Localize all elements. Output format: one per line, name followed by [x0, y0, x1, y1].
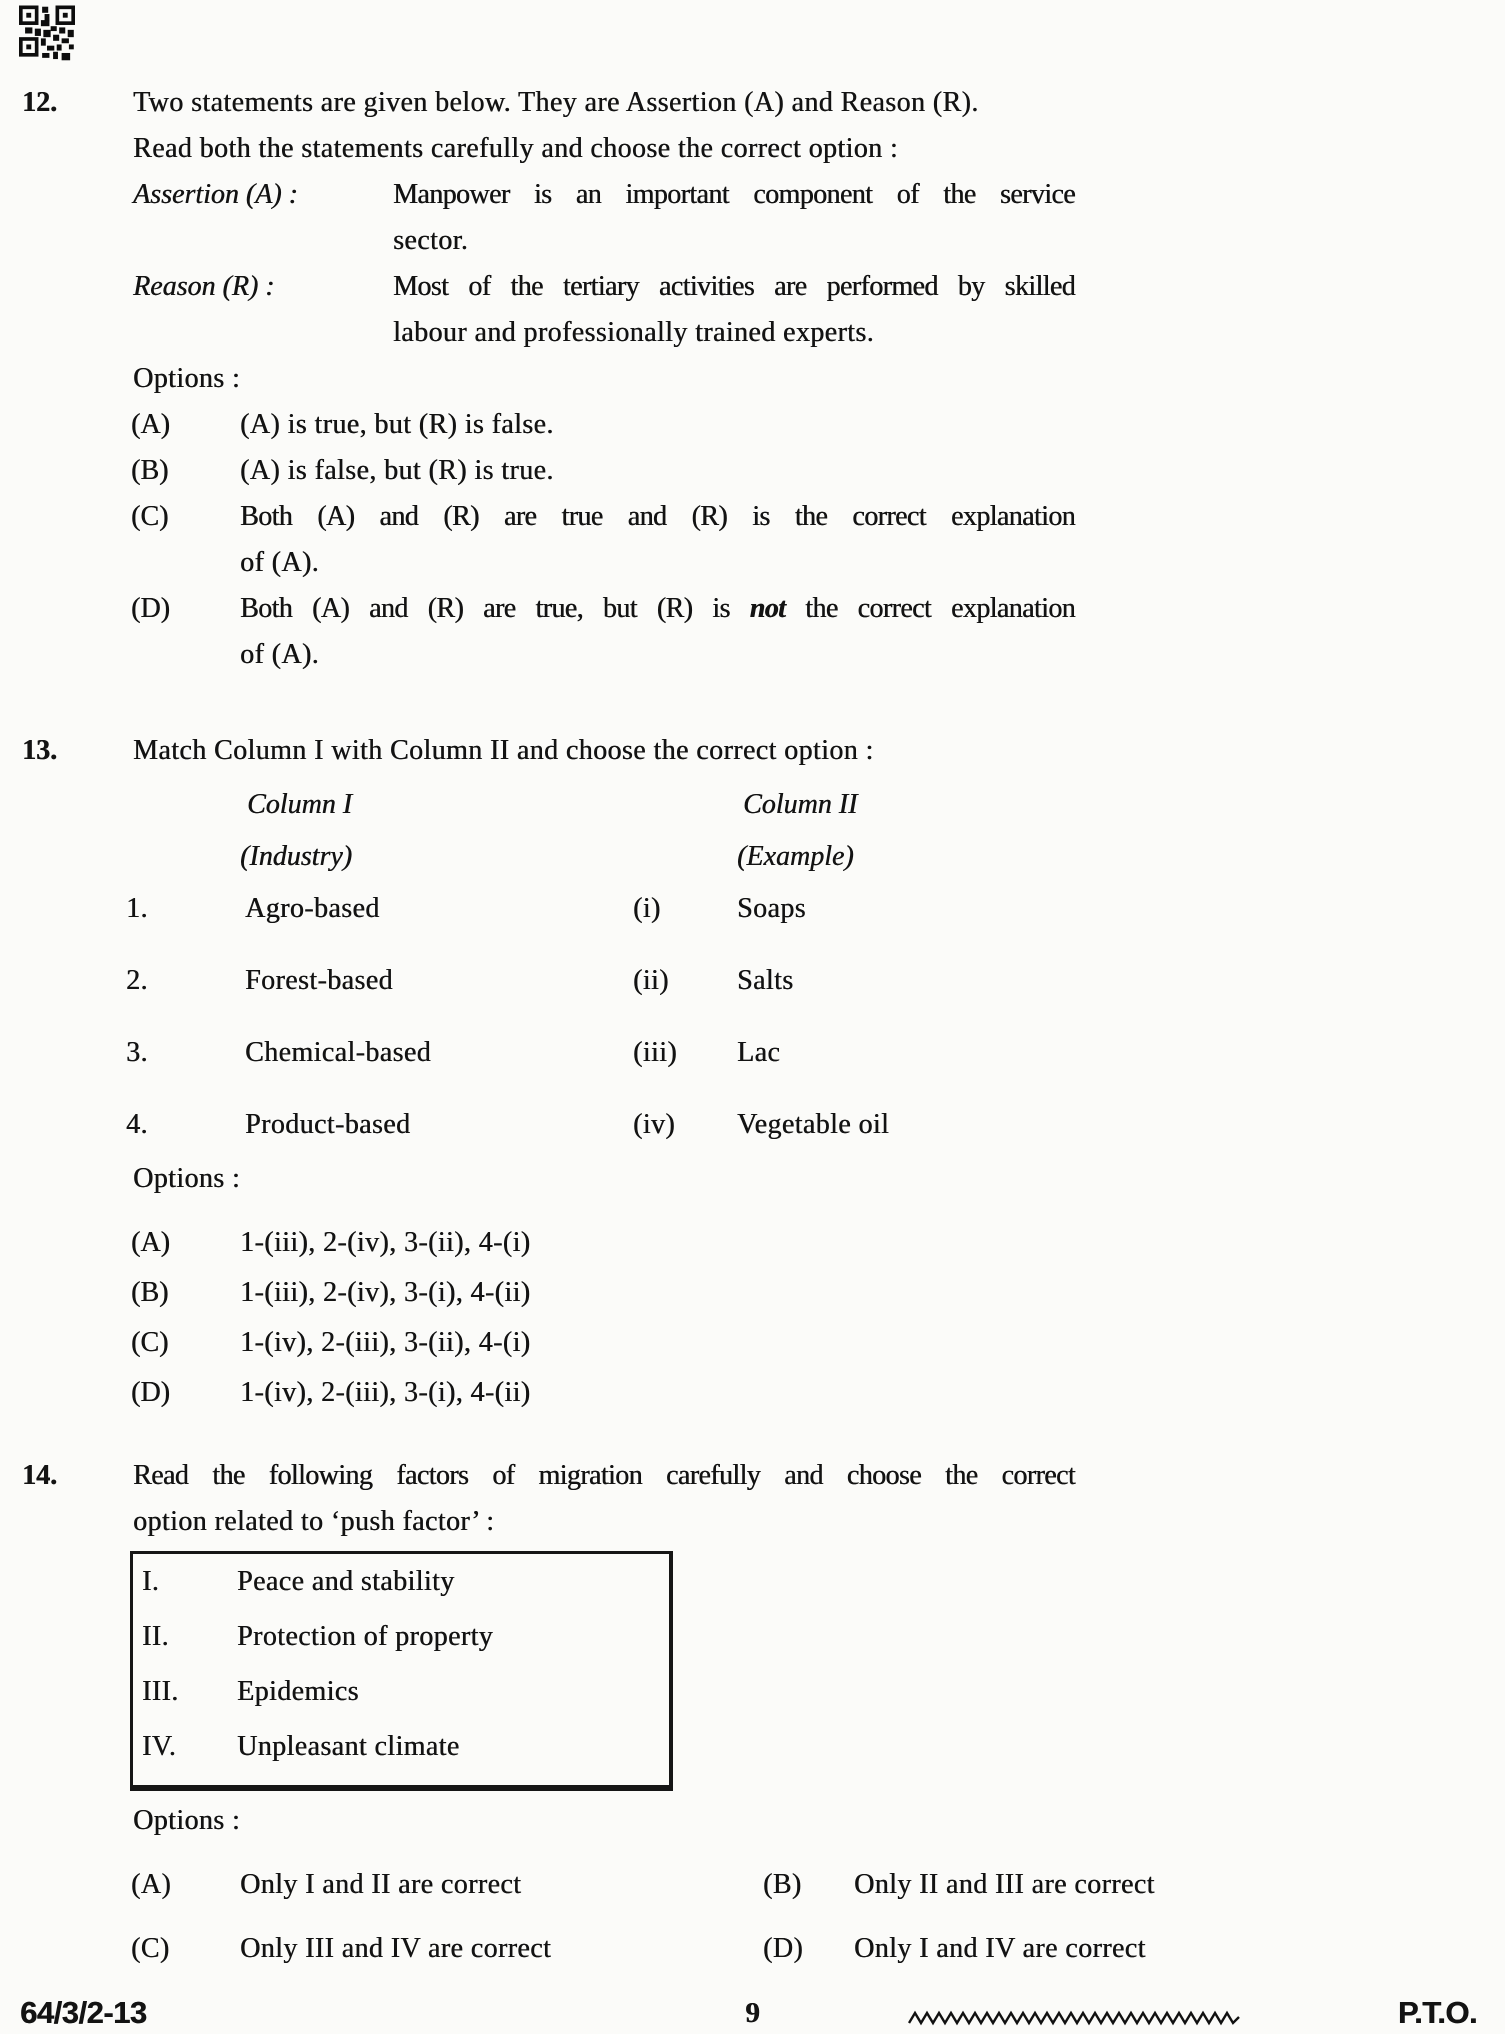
q12-options-label: Options : — [133, 363, 241, 394]
question-12 — [22, 80, 1075, 678]
page-footer — [0, 1995, 1505, 2034]
column-2-subheader: (Example) — [737, 841, 854, 872]
q12-option-d — [133, 586, 1075, 678]
question-13 — [22, 728, 1075, 1416]
question-12-number: 12. — [22, 87, 57, 118]
migration-factors-box — [130, 1551, 673, 1791]
q12-option-a — [133, 402, 1075, 448]
q13-option-a-text: 1-(iii), 2-(iv), 3-(ii), 4-(i) — [240, 1227, 531, 1258]
q14-option-d-text: Only I and IV are correct — [854, 1933, 1146, 1964]
match-row-2: 2. Forest-based (ii) Salts — [126, 965, 794, 996]
zigzag-rule-icon — [908, 2009, 1240, 2029]
q12-option-a-text: (A) is true, but (R) is false. — [240, 409, 554, 440]
q14-options-row-1: (A) Only I and II are correct (B) Only II and III are correct — [133, 1862, 1075, 1908]
match-table-headers — [133, 782, 1075, 828]
assertion-text-line1: Manpower is an important component of the service — [393, 179, 1075, 210]
pto-label: P.T.O. — [1397, 1995, 1477, 2030]
reason-text-line1: Most of the tertiary activities are performed by skilled — [393, 271, 1075, 302]
column-2-header: Column II — [743, 789, 858, 820]
q12-option-d-line1: Both (A) and (R) are true, but (R) is not the correct explanation — [240, 593, 1075, 624]
assertion-label: Assertion (A) : — [133, 179, 298, 210]
qr-code-icon — [19, 4, 75, 63]
q14-option-c-text: Only III and IV are correct — [240, 1933, 552, 1964]
q12-option-c — [133, 494, 1075, 586]
match-table-subheaders — [133, 834, 1075, 880]
q12-option-b-text: (A) is false, but (R) is true. — [240, 455, 554, 486]
reason-text-line2: labour and professionally trained experts. — [393, 317, 874, 348]
match-row-1: 1. Agro-based (i) Soaps — [126, 893, 806, 924]
q14-option-b-text: Only II and III are correct — [854, 1869, 1155, 1900]
q14-options-row-2: (C) Only III and IV are correct (D) Only I and IV are correct — [133, 1926, 1075, 1972]
q13-option-d: (D) 1-(iv), 2-(iii), 3-(i), 4-(ii) — [133, 1370, 1075, 1416]
question-13-number: 13. — [22, 735, 57, 766]
paper-code: 64/3/2-13 — [20, 1995, 147, 2030]
q12-option-a-letter: (A) — [131, 409, 170, 440]
q13-option-c: (C) 1-(iv), 2-(iii), 3-(ii), 4-(i) — [133, 1320, 1075, 1366]
assertion-text-line2: sector. — [393, 225, 469, 256]
page-number: 9 — [745, 1997, 760, 2029]
reason-row — [133, 264, 1075, 356]
q12-option-c-line1: Both (A) and (R) are true and (R) is the correct explanation — [240, 501, 1075, 532]
factor-item-2: II. Protection of property — [142, 1621, 494, 1652]
q13-option-b: (B) 1-(iii), 2-(iv), 3-(i), 4-(ii) — [133, 1270, 1075, 1316]
q12-option-c-line2: of (A). — [240, 547, 319, 578]
match-row-4: 4. Product-based (iv) Vegetable oil — [126, 1109, 890, 1140]
q13-option-d-text: 1-(iv), 2-(iii), 3-(i), 4-(ii) — [240, 1377, 531, 1408]
q12-option-b — [133, 448, 1075, 494]
question-12-intro-line2: Read both the statements carefully and choose the correct option : — [133, 133, 899, 164]
reason-label: Reason (R) : — [133, 271, 275, 302]
column-1-header: Column I — [247, 789, 352, 820]
q13-options-label: Options : — [133, 1163, 241, 1194]
question-14-intro-line1: 14. Read the following factors of migration carefully and choose the correct — [133, 1453, 1075, 1499]
emphasis-not: not — [749, 593, 786, 624]
q12-option-b-letter: (B) — [131, 455, 169, 486]
q13-option-c-text: 1-(iv), 2-(iii), 3-(ii), 4-(i) — [240, 1327, 531, 1358]
q13-option-b-text: 1-(iii), 2-(iv), 3-(i), 4-(ii) — [240, 1277, 531, 1308]
q12-option-d-line2: of (A). — [240, 639, 319, 670]
factor-item-1: I. Peace and stability — [142, 1566, 455, 1597]
column-1-subheader: (Industry) — [240, 841, 352, 872]
match-row-3: 3. Chemical-based (iii) Lac — [126, 1037, 781, 1068]
assertion-row — [133, 172, 1075, 264]
q14-options-label: Options : — [133, 1805, 241, 1836]
factor-item-4: IV. Unpleasant climate — [142, 1731, 460, 1762]
q12-option-c-letter: (C) — [131, 501, 169, 532]
factor-item-3: III. Epidemics — [142, 1676, 359, 1707]
question-12-intro-line1: 12. Two statements are given below. They are Assertion (A) and Reason (R). — [133, 80, 1075, 126]
question-14-number: 14. — [22, 1460, 57, 1491]
question-13-intro: 13. Match Column I with Column II and choose the correct option : — [133, 728, 1075, 774]
q13-option-a: (A) 1-(iii), 2-(iv), 3-(ii), 4-(i) — [133, 1220, 1075, 1266]
q14-option-a-text: Only I and II are correct — [240, 1869, 522, 1900]
q12-option-d-letter: (D) — [131, 593, 170, 624]
question-14-intro-line2: option related to ‘push factor’ : — [133, 1506, 495, 1537]
question-14 — [22, 1453, 1155, 1990]
